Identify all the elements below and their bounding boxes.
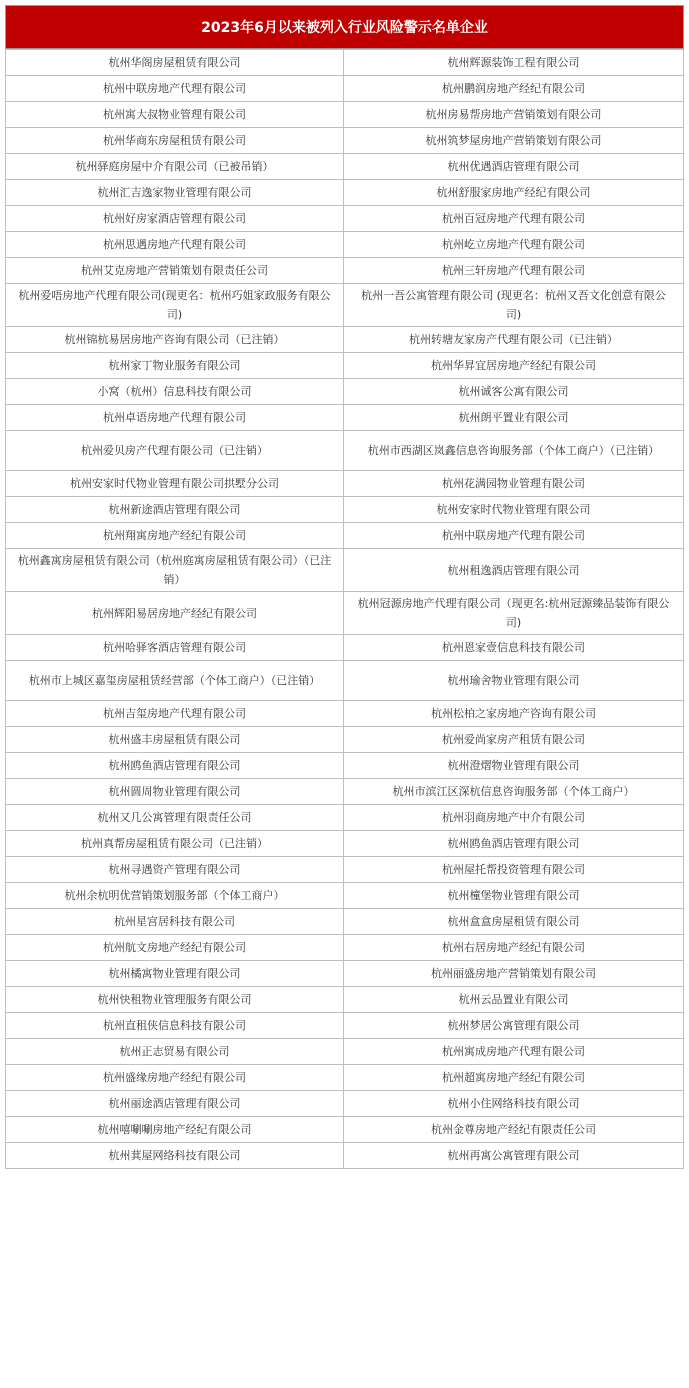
table-row <box>6 909 684 935</box>
company-name-cell: 杭州梦居公寓管理有限公司 <box>344 1013 684 1039</box>
company-name-cell: 杭州鹏润房地产经纪有限公司 <box>344 76 684 102</box>
company-name-cell: 杭州金尊房地产经纪有限责任公司 <box>344 1117 684 1143</box>
company-name-cell: 杭州爱贝房产代理有限公司（已注销） <box>6 431 344 471</box>
table-row <box>6 935 684 961</box>
company-name-cell: 杭州鸥鱼酒店管理有限公司 <box>344 831 684 857</box>
table-row <box>6 232 684 258</box>
table-row <box>6 779 684 805</box>
table-row <box>6 128 684 154</box>
company-name-cell: 杭州余杭明优营销策划服务部（个体工商户） <box>6 883 344 909</box>
company-name-cell: 杭州瑜舍物业管理有限公司 <box>344 661 684 701</box>
table-row <box>6 727 684 753</box>
company-name-cell: 杭州恩家壹信息科技有限公司 <box>344 635 684 661</box>
company-name-cell: 杭州羽商房地产中介有限公司 <box>344 805 684 831</box>
company-name-cell: 杭州汇吉逸家物业管理有限公司 <box>6 180 344 206</box>
table-row <box>6 431 684 471</box>
company-name-cell: 杭州驿庭房屋中介有限公司（已被吊销） <box>6 154 344 180</box>
company-name-cell: 杭州丽盛房地产营销策划有限公司 <box>344 961 684 987</box>
company-name-cell: 杭州屹立房地产代理有限公司 <box>344 232 684 258</box>
table-row <box>6 405 684 431</box>
table-row <box>6 831 684 857</box>
company-name-cell: 杭州吉玺房地产代理有限公司 <box>6 701 344 727</box>
company-name-cell: 杭州航文房地产经纪有限公司 <box>6 935 344 961</box>
table-row <box>6 549 684 592</box>
table-row <box>6 701 684 727</box>
warning-list <box>5 5 684 1169</box>
company-name-cell: 杭州圆周物业管理有限公司 <box>6 779 344 805</box>
company-name-cell: 杭州萁屋网络科技有限公司 <box>6 1143 344 1169</box>
company-name-cell: 杭州百冠房地产代理有限公司 <box>344 206 684 232</box>
company-name-cell: 杭州松柏之家房地产咨询有限公司 <box>344 701 684 727</box>
company-name-cell: 杭州又几公寓管理有限责任公司 <box>6 805 344 831</box>
company-name-cell: 杭州家丁物业服务有限公司 <box>6 353 344 379</box>
table-row <box>6 961 684 987</box>
company-name-cell: 杭州翔寓房地产经纪有限公司 <box>6 523 344 549</box>
table-row <box>6 180 684 206</box>
company-name-cell: 杭州中联房地产代理有限公司 <box>6 76 344 102</box>
company-name-cell: 杭州中联房地产代理有限公司 <box>344 523 684 549</box>
company-name-cell: 杭州筑梦屋房地产营销策划有限公司 <box>344 128 684 154</box>
table-row <box>6 1143 684 1169</box>
company-name-cell: 杭州爱尚家房产租赁有限公司 <box>344 727 684 753</box>
company-name-cell: 杭州舒服家房地产经纪有限公司 <box>344 180 684 206</box>
table-row <box>6 154 684 180</box>
company-name-cell: 杭州辉阳易居房地产经纪有限公司 <box>6 592 344 635</box>
company-name-cell: 杭州盛缘房地产经纪有限公司 <box>6 1065 344 1091</box>
table-row <box>6 1065 684 1091</box>
table-row <box>6 1091 684 1117</box>
table-row <box>6 497 684 523</box>
company-name-cell: 杭州寓成房地产代理有限公司 <box>344 1039 684 1065</box>
table-row <box>6 805 684 831</box>
company-name-cell: 杭州市滨江区深杭信息咨询服务部（个体工商户） <box>344 779 684 805</box>
table-row <box>6 284 684 327</box>
company-name-cell: 杭州朗平置业有限公司 <box>344 405 684 431</box>
company-name-cell: 杭州盒盒房屋租赁有限公司 <box>344 909 684 935</box>
table-row <box>6 1039 684 1065</box>
table-row <box>6 327 684 353</box>
table-row <box>6 1117 684 1143</box>
table-row <box>6 1013 684 1039</box>
table-row <box>6 883 684 909</box>
table-row <box>6 102 684 128</box>
company-name-cell: 杭州嘻唰唰房地产经纪有限公司 <box>6 1117 344 1143</box>
company-name-cell: 杭州澄熠物业管理有限公司 <box>344 753 684 779</box>
company-table <box>5 49 684 1169</box>
company-name-cell: 杭州安家时代物业管理有限公司 <box>344 497 684 523</box>
company-name-cell: 杭州花满园物业管理有限公司 <box>344 471 684 497</box>
company-name-cell: 杭州一吾公寓管理有限公司 (现更名：杭州又吾文化创意有限公司) <box>344 284 684 327</box>
company-name-cell: 杭州哈驿客酒店管理有限公司 <box>6 635 344 661</box>
table-row <box>6 635 684 661</box>
company-name-cell: 杭州市西湖区岚鑫信息咨询服务部（个体工商户）（已注销） <box>344 431 684 471</box>
company-name-cell: 杭州辉源装饰工程有限公司 <box>344 50 684 76</box>
table-row <box>6 661 684 701</box>
company-name-cell: 杭州星宫居科技有限公司 <box>6 909 344 935</box>
table-row <box>6 523 684 549</box>
table-row <box>6 258 684 284</box>
table-row <box>6 471 684 497</box>
company-name-cell: 杭州华商东房屋租赁有限公司 <box>6 128 344 154</box>
table-row <box>6 76 684 102</box>
table-row <box>6 206 684 232</box>
company-name-cell: 杭州华昇宜居房地产经纪有限公司 <box>344 353 684 379</box>
table-row <box>6 50 684 76</box>
company-name-cell: 杭州橦堡物业管理有限公司 <box>344 883 684 909</box>
company-name-cell: 杭州再寓公寓管理有限公司 <box>344 1143 684 1169</box>
company-name-cell: 杭州冠源房地产代理有限公司（现更名:杭州冠源臻品装饰有限公司) <box>344 592 684 635</box>
company-name-cell: 杭州真帮房屋租赁有限公司（已注销） <box>6 831 344 857</box>
company-name-cell: 杭州卓语房地产代理有限公司 <box>6 405 344 431</box>
company-name-cell: 杭州超寓房地产经纪有限公司 <box>344 1065 684 1091</box>
company-name-cell: 杭州正志贸易有限公司 <box>6 1039 344 1065</box>
company-name-cell: 杭州快租物业管理服务有限公司 <box>6 987 344 1013</box>
company-name-cell: 杭州华阁房屋租赁有限公司 <box>6 50 344 76</box>
company-name-cell: 杭州小住网络科技有限公司 <box>344 1091 684 1117</box>
company-name-cell: 杭州租逸酒店管理有限公司 <box>344 549 684 592</box>
table-title: 2023年6月以来被列入行业风险警示名单企业 <box>5 5 684 49</box>
company-name-cell: 杭州好房家酒店管理有限公司 <box>6 206 344 232</box>
company-name-cell: 杭州艾克房地产营销策划有限责任公司 <box>6 258 344 284</box>
company-name-cell: 杭州锦杭易居房地产咨询有限公司（已注销） <box>6 327 344 353</box>
table-row <box>6 353 684 379</box>
company-name-cell: 杭州新途酒店管理有限公司 <box>6 497 344 523</box>
company-name-cell: 杭州丽途酒店管理有限公司 <box>6 1091 344 1117</box>
table-row <box>6 592 684 635</box>
company-name-cell: 杭州市上城区嘉玺房屋租赁经营部（个体工商户）（已注销） <box>6 661 344 701</box>
company-name-cell: 杭州转塘友家房产代理有限公司（已注销） <box>344 327 684 353</box>
company-name-cell: 杭州房易帮房地产营销策划有限公司 <box>344 102 684 128</box>
table-row <box>6 753 684 779</box>
company-name-cell: 杭州盛丰房屋租赁有限公司 <box>6 727 344 753</box>
table-row <box>6 857 684 883</box>
company-name-cell: 杭州橘寓物业管理有限公司 <box>6 961 344 987</box>
company-name-cell: 杭州安家时代物业管理有限公司拱墅分公司 <box>6 471 344 497</box>
company-name-cell: 杭州优遇酒店管理有限公司 <box>344 154 684 180</box>
company-name-cell: 杭州诚客公寓有限公司 <box>344 379 684 405</box>
table-row <box>6 379 684 405</box>
company-name-cell: 小窝（杭州）信息科技有限公司 <box>6 379 344 405</box>
company-name-cell: 杭州云品置业有限公司 <box>344 987 684 1013</box>
table-row <box>6 987 684 1013</box>
company-name-cell: 杭州直租侠信息科技有限公司 <box>6 1013 344 1039</box>
company-name-cell: 杭州右居房地产经纪有限公司 <box>344 935 684 961</box>
company-name-cell: 杭州寻遇资产管理有限公司 <box>6 857 344 883</box>
company-name-cell: 杭州鑫寓房屋租赁有限公司（杭州庭寓房屋租赁有限公司）（已注销） <box>6 549 344 592</box>
company-name-cell: 杭州三轩房地产代理有限公司 <box>344 258 684 284</box>
company-name-cell: 杭州屋托帮投资管理有限公司 <box>344 857 684 883</box>
company-name-cell: 杭州鸥鱼酒店管理有限公司 <box>6 753 344 779</box>
company-name-cell: 杭州寓大叔物业管理有限公司 <box>6 102 344 128</box>
company-name-cell: 杭州思遇房地产代理有限公司 <box>6 232 344 258</box>
company-name-cell: 杭州爱唔房地产代理有限公司(现更名：杭州巧姐家政服务有限公司) <box>6 284 344 327</box>
